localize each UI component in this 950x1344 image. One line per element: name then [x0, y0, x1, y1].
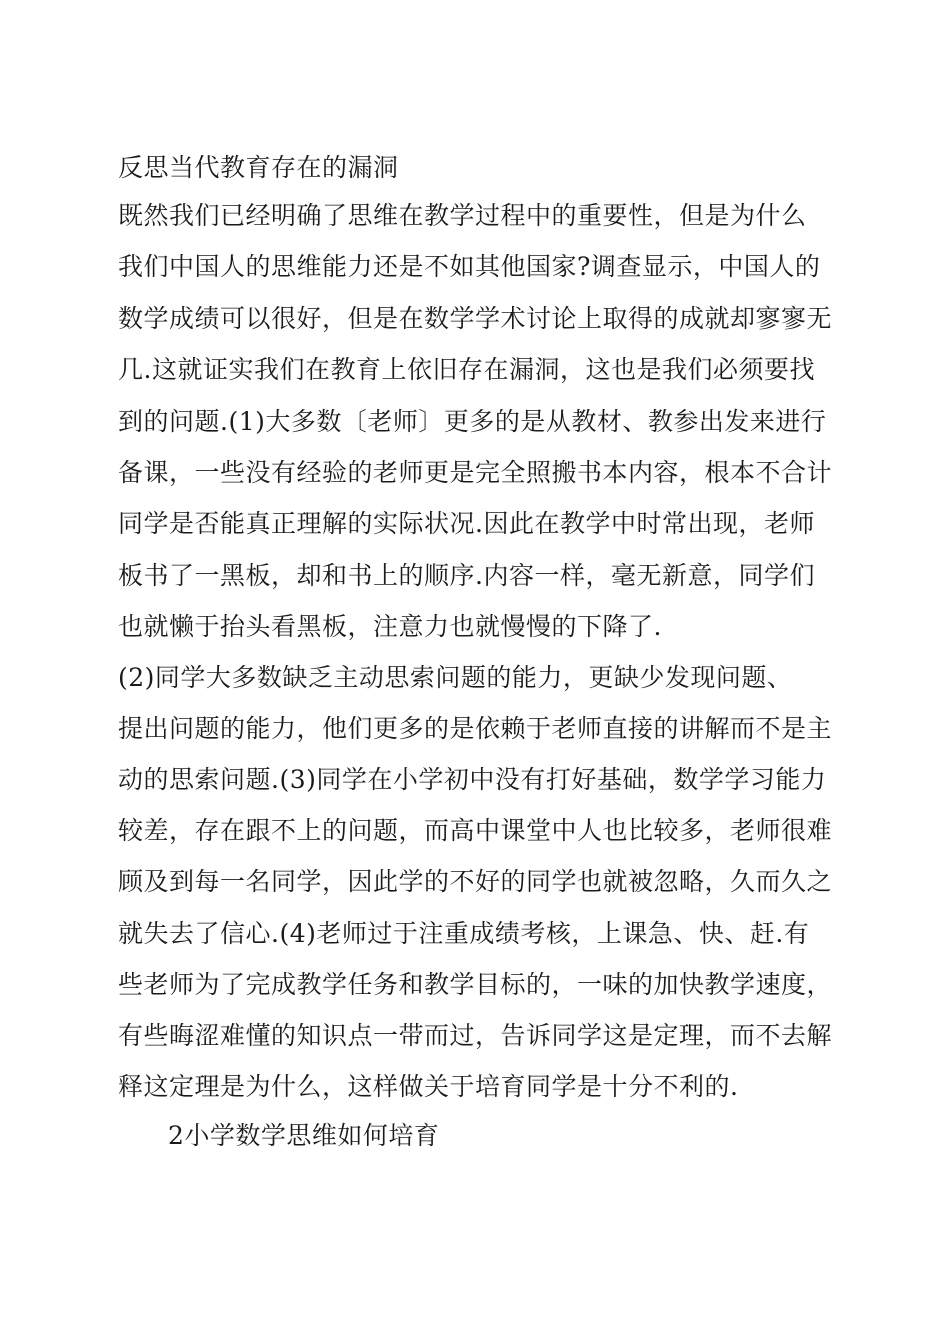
paragraph-line: 顾及到每一名同学，因此学的不好的同学也就被忽略，久而久之	[118, 867, 833, 896]
paragraph-line: 备课，一些没有经验的老师更是完全照搬书本内容，根本不合计	[118, 458, 833, 487]
paragraph-line: 既然我们已经明确了思维在教学过程中的重要性，但是为什么	[118, 201, 807, 230]
paragraph-line: 到的问题.(1)大多数〔老师〕更多的是从教材、教参出发来进行	[118, 407, 827, 436]
paragraph-line: 板书了一黑板，却和书上的顺序.内容一样，毫无新意，同学们	[118, 561, 815, 590]
paragraph-line: 些老师为了完成教学任务和教学目标的，一味的加快教学速度，	[118, 970, 833, 999]
section-heading: 2小学数学思维如何培育	[168, 1121, 440, 1150]
paragraph-line: 同学是否能真正理解的实际状况.因此在教学中时常出现，老师	[118, 509, 815, 538]
paragraph-line: 我们中国人的思维能力还是不如其他国家?调查显示，中国人的	[118, 252, 821, 281]
paragraph-line: 较差，存在跟不上的问题，而高中课堂中人也比较多，老师很难	[118, 816, 833, 845]
paragraph-line: 有些晦涩难懂的知识点一带而过，告诉同学这是定理，而不去解	[118, 1021, 833, 1050]
paragraph-line: 也就懒于抬头看黑板，注意力也就慢慢的下降了.	[118, 612, 662, 641]
paragraph-line: (2)同学大多数缺乏主动思索问题的能力，更缺少发现问题、	[118, 663, 793, 692]
paragraph-line: 就失去了信心.(4)老师过于注重成绩考核，上课急、快、赶.有	[118, 919, 810, 948]
paragraph-line: 动的思索问题.(3)同学在小学初中没有打好基础，数学学习能力	[118, 765, 827, 794]
paragraph-line: 数学成绩可以很好，但是在数学学术讨论上取得的成就却寥寥无	[118, 304, 833, 333]
section-heading: 反思当代教育存在的漏洞	[118, 153, 399, 182]
paragraph-line: 释这定理是为什么，这样做关于培育同学是十分不利的.	[118, 1072, 739, 1101]
paragraph-line: 几.这就证实我们在教育上依旧存在漏洞，这也是我们必须要找	[118, 355, 815, 384]
paragraph-line: 提出问题的能力，他们更多的是依赖于老师直接的讲解而不是主	[118, 714, 833, 743]
